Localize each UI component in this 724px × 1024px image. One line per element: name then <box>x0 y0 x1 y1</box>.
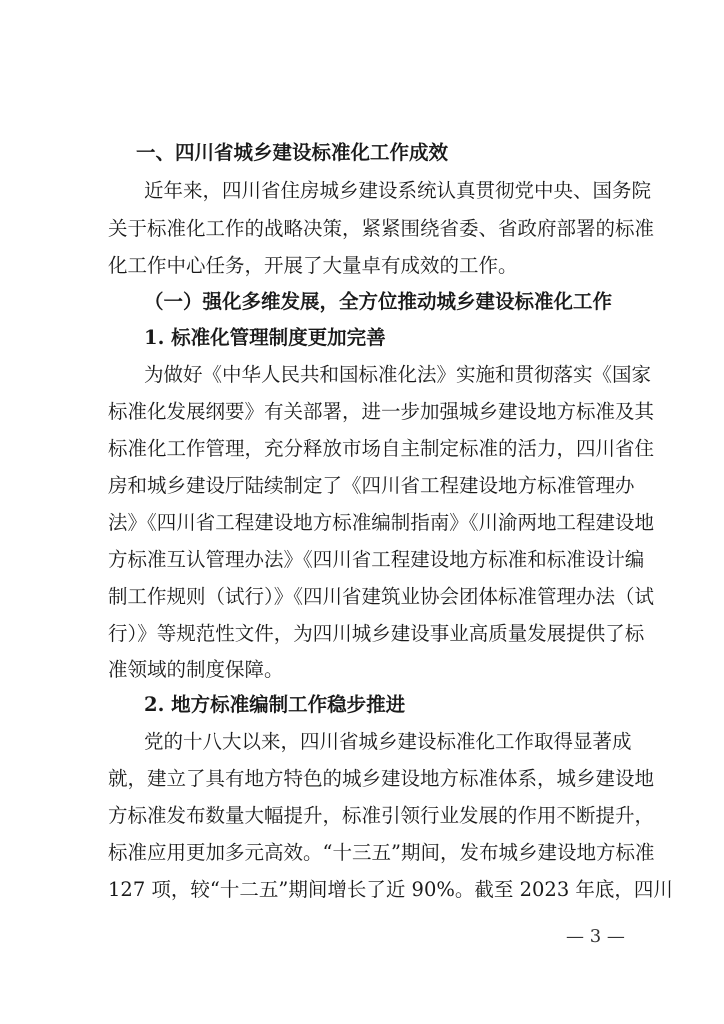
paragraph-line: 制工作规则（试行）》《四川省建筑业协会团体标准管理办法（试 <box>108 585 655 608</box>
section-heading: 一、四川省城乡建设标准化工作成效 <box>136 141 449 164</box>
paragraph-line: 关于标准化工作的战略决策，紧紧围绕省委、省政府部署的标准 <box>108 217 655 240</box>
paragraph-line: 标准应用更加多元高效。“十三五”期间，发布城乡建设地方标准 <box>108 841 655 864</box>
paragraph-line: 就，建立了具有地方特色的城乡建设地方标准体系，城乡建设地 <box>108 767 655 790</box>
paragraph-line: 近年来，四川省住房城乡建设系统认真贯彻党中央、国务院 <box>144 179 652 202</box>
item-heading: 2. 地方标准编制工作稳步推进 <box>144 693 406 716</box>
paragraph-line: 127 项，较“十二五”期间增长了近 90%。截至 2023 年底，四川 <box>108 878 673 901</box>
paragraph-line: 为做好《中华人民共和国标准化法》实施和贯彻落实《国家 <box>144 363 652 386</box>
item-heading: 1. 标准化管理制度更加完善 <box>144 326 386 349</box>
paragraph-line: 化工作中心任务，开展了大量卓有成效的工作。 <box>108 254 518 277</box>
paragraph-line: 方标准发布数量大幅提升，标准引领行业发展的作用不断提升， <box>108 804 655 827</box>
page-number: — 3 — <box>566 926 625 947</box>
paragraph-line: 行）》等规范性文件，为四川城乡建设事业高质量发展提供了标 <box>108 622 645 645</box>
paragraph-line: 标准化发展纲要》有关部署，进一步加强城乡建设地方标准及其 <box>108 400 655 423</box>
subsection-heading: （一）强化多维发展，全方位推动城乡建设标准化工作 <box>144 290 613 313</box>
paragraph-line: 标准化工作管理，充分释放市场自主制定标准的活力，四川省住 <box>108 437 655 460</box>
paragraph-line: 方标准互认管理办法》《四川省工程建设地方标准和标准设计编 <box>108 548 645 571</box>
paragraph-line: 准领域的制度保障。 <box>108 658 284 681</box>
paragraph-line: 法》《四川省工程建设地方标准编制指南》《川渝两地工程建设地 <box>108 511 655 534</box>
paragraph-line: 房和城乡建设厅陆续制定了《四川省工程建设地方标准管理办 <box>108 474 635 497</box>
paragraph-line: 党的十八大以来，四川省城乡建设标准化工作取得显著成 <box>144 730 632 753</box>
